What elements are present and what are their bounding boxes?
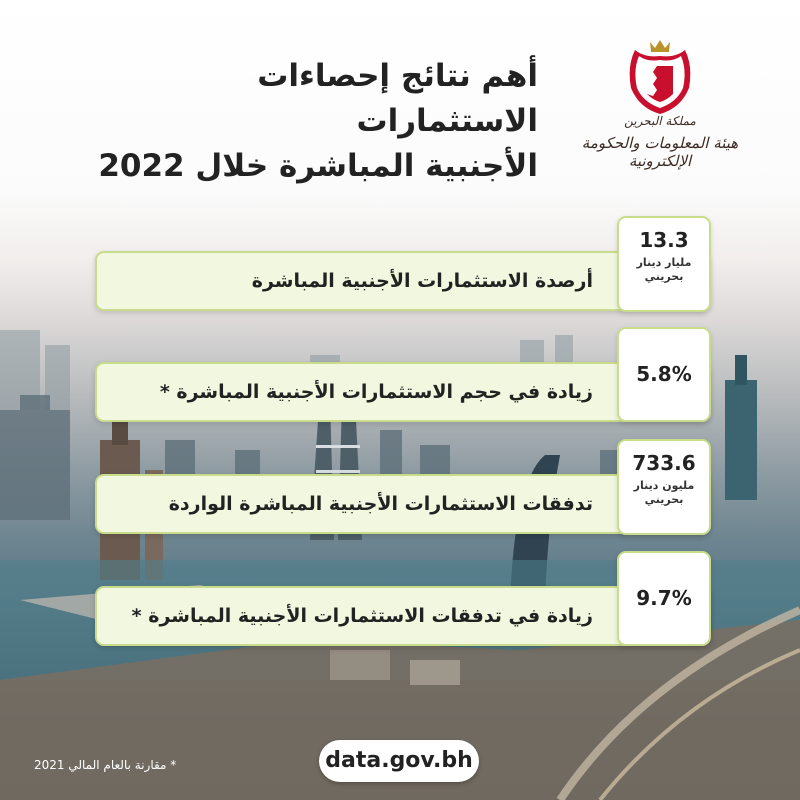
stat-unit-line-2: بحريني: [644, 269, 684, 283]
stat-value: 733.6: [632, 451, 696, 475]
stat-value-box: [617, 216, 711, 312]
bahrain-coat-of-arms-icon: [625, 36, 695, 116]
stat-value: 9.7%: [636, 586, 692, 610]
stat-label: أرصدة الاستثمارات الأجنبية المباشرة: [251, 270, 593, 292]
page-title: [78, 54, 538, 189]
stat-value-box: [617, 551, 711, 646]
stat-value-box: [617, 439, 711, 535]
website-link[interactable]: data.gov.bh: [319, 740, 479, 782]
stat-value: 5.8%: [636, 362, 692, 386]
stat-unit-line-1: مليون دينار: [633, 479, 695, 492]
title-line-1: أهم نتائج إحصاءات الاستثمارات: [257, 58, 538, 139]
stat-label: زيادة في تدفقات الاستثمارات الأجنبية المباشرة *: [131, 605, 593, 627]
stat-value-box: [617, 327, 711, 422]
stat-label: زيادة في حجم الاستثمارات الأجنبية المباشرة *: [159, 381, 593, 403]
title-line-2: الأجنبية المباشرة خلال 2022: [98, 147, 538, 184]
stat-unit-line-1: مليار دينار: [636, 256, 692, 269]
logo-organization-text: هيئة المعلومات والحكومة الإلكترونية: [581, 134, 739, 170]
stat-value: 13.3: [639, 228, 689, 252]
logo-kingdom-text: مملكة البحرين: [624, 114, 696, 128]
stat-unit-line-2: بحريني: [644, 492, 684, 506]
footnote: * مقارنة بالعام المالي 2021: [34, 758, 177, 772]
bahrain-iga-logo: [560, 36, 760, 170]
stat-label: تدفقات الاستثمارات الأجنبية المباشرة الواردة: [168, 493, 593, 515]
